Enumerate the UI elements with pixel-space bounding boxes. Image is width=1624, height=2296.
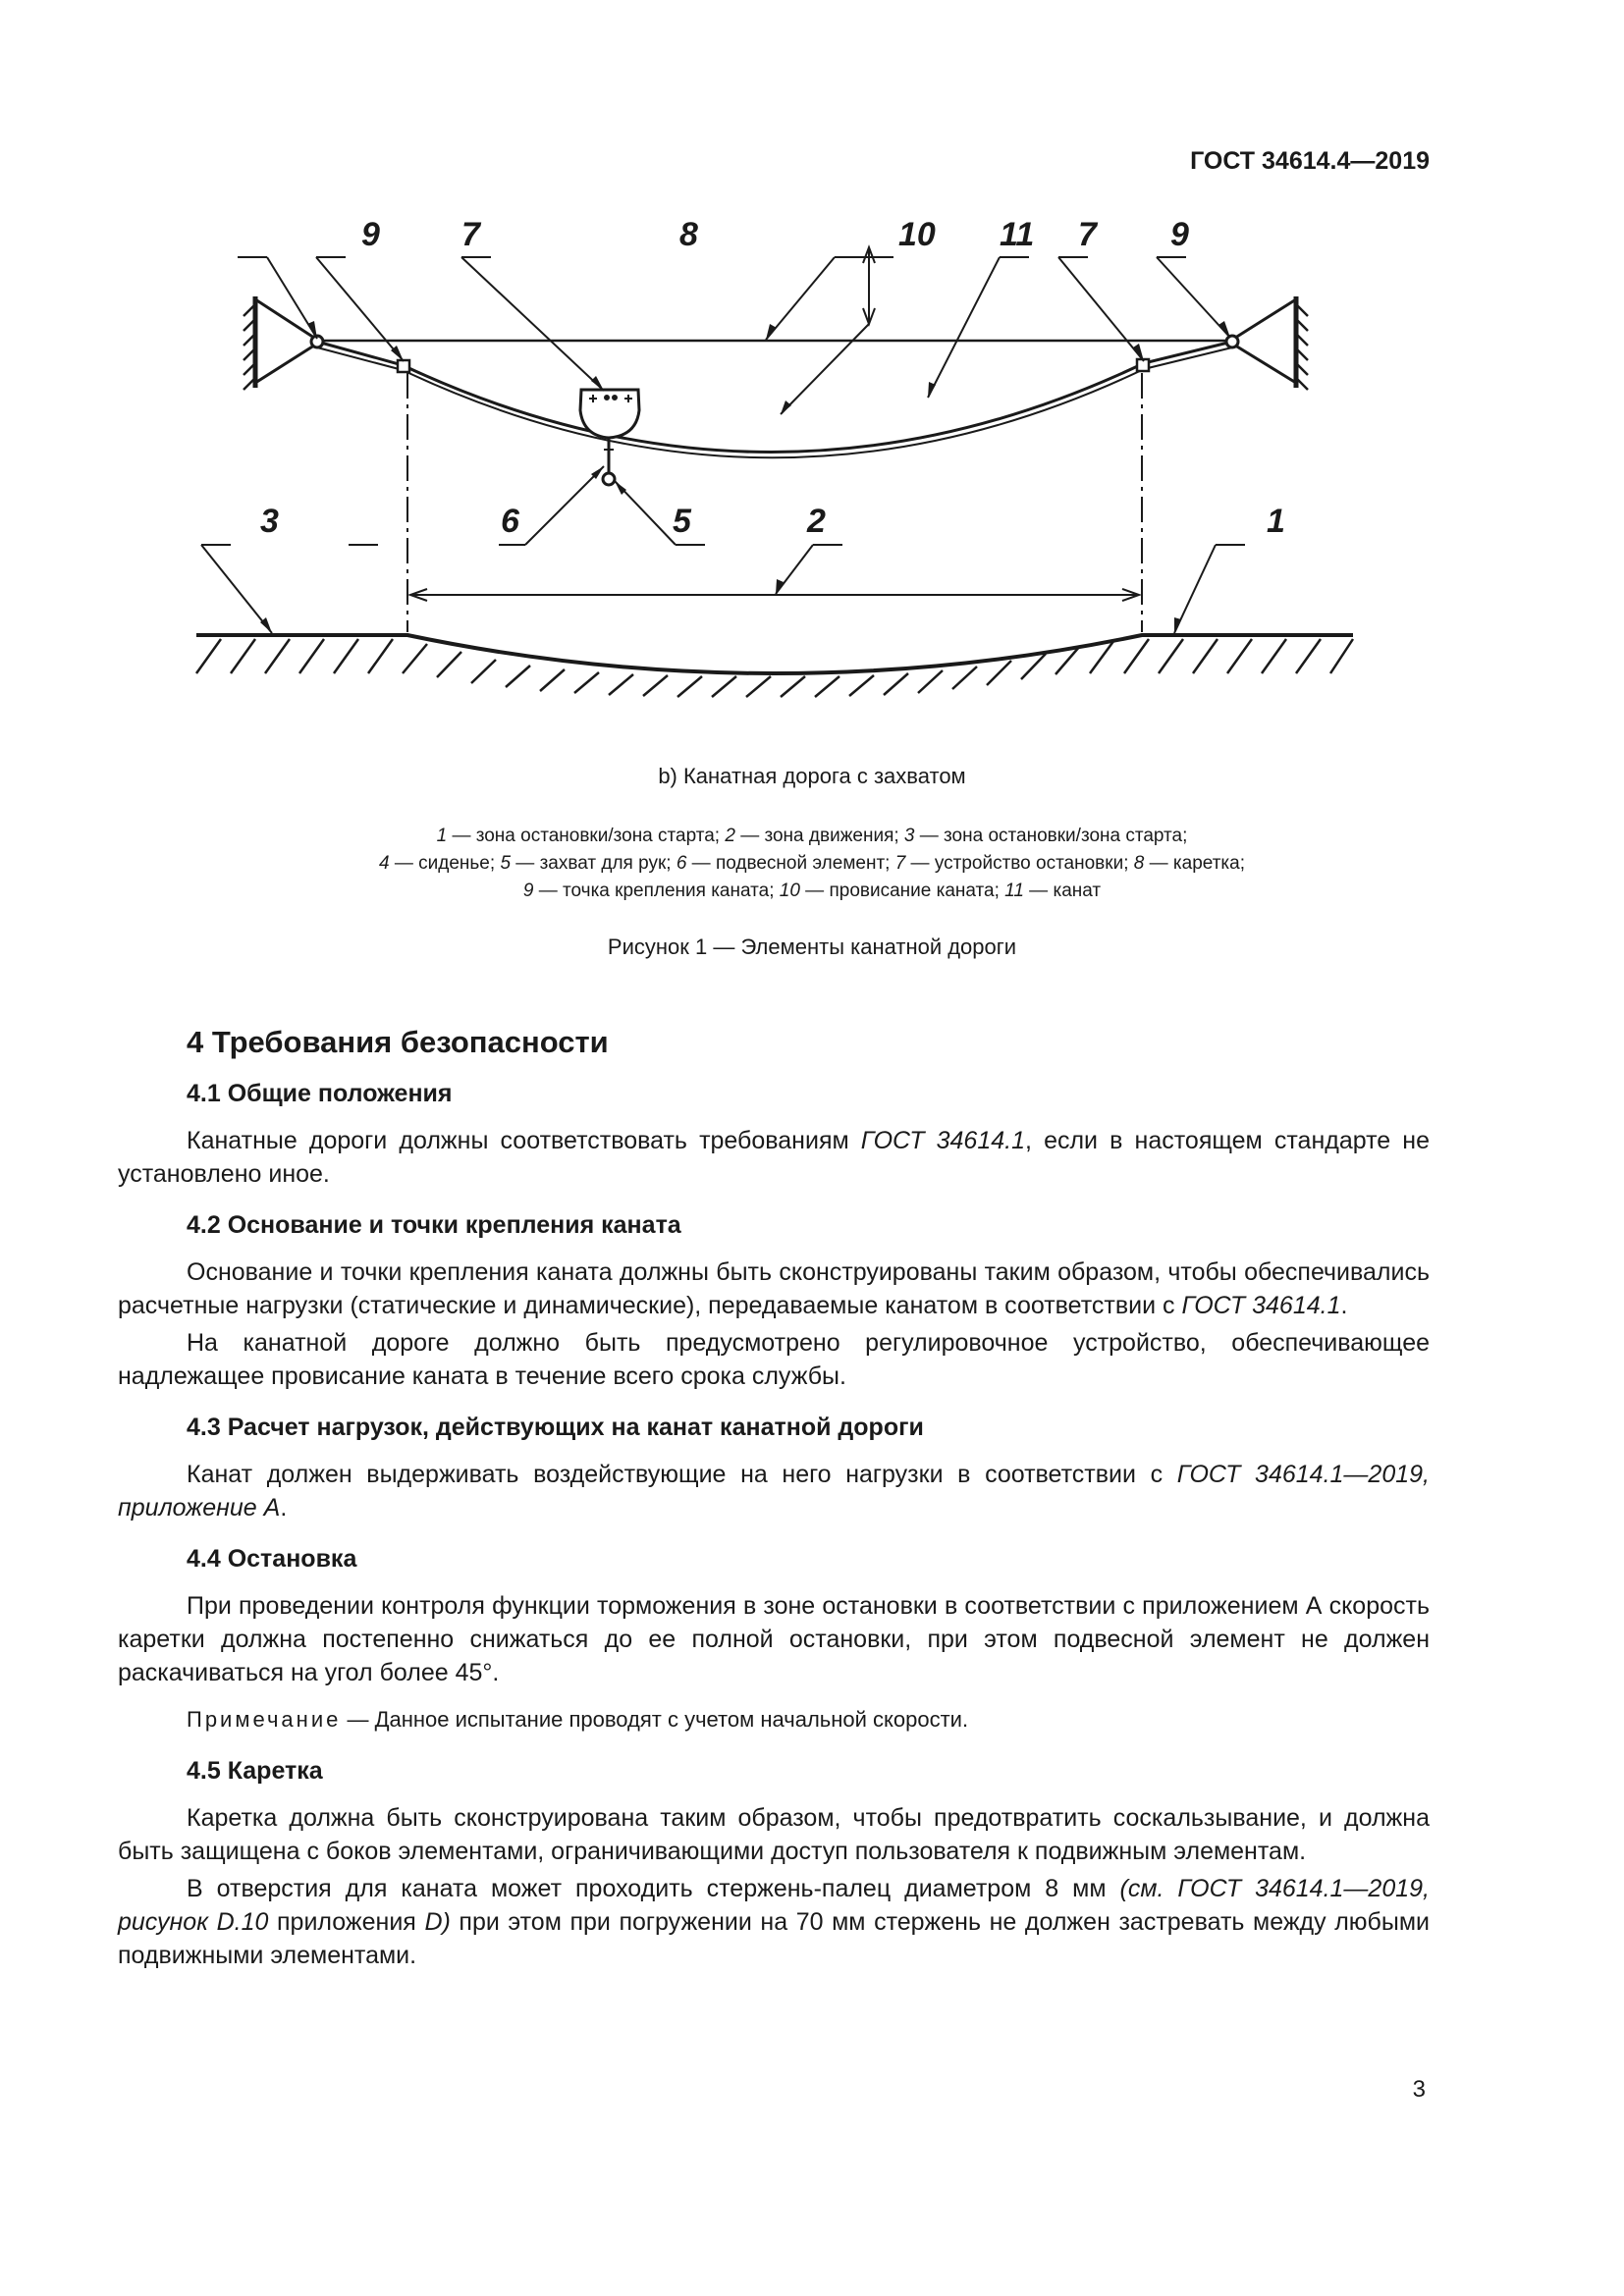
ground-line (196, 635, 1353, 673)
label-10: 10 (898, 216, 936, 253)
section-title: 4 Требования безопасности (187, 1025, 609, 1059)
subsection-4-1-title: 4.1 Общие положения (187, 1080, 453, 1107)
gost-reference: ГОСТ 34614.1 (1181, 1292, 1341, 1319)
figure-labels (260, 216, 1285, 540)
gost-reference: ГОСТ 34614.1 (860, 1127, 1025, 1154)
legend-line-2: 4 — сиденье; 5 — захват для рук; 6 — подвесной элемент; 7 — устройство остановки; 8 — каретка; (379, 853, 1245, 874)
page-number: 3 (1412, 2076, 1426, 2103)
left-stop-device (398, 360, 409, 372)
carriage-body (580, 390, 639, 438)
paragraph: Основание и точки крепления каната должны быть сконструированы таким образом, чтобы обеспечивались расчетные нагрузки (статические и динамические), передаваемые канатом в соответствии с ГОСТ 34614.1. (118, 1258, 1430, 1319)
cable-road-figure (177, 216, 1375, 707)
hand-grip (603, 473, 615, 485)
legend-line-1: 1 — зона остановки/зона старта; 2 — зона движения; 3 — зона остановки/зона старта; (436, 826, 1188, 846)
label-9-left: 9 (361, 216, 380, 253)
figure-caption: Рисунок 1 — Элементы канатной дороги (607, 934, 1017, 959)
paragraph: Каретка должна быть сконструирована таким образом, чтобы предотвратить соскальзывание, и должна быть защищена с боков элементами, ограничивающими доступ пользователя к подвижным элементам. (118, 1804, 1430, 1865)
leader-lines (201, 257, 1245, 633)
right-anchor-strut-top (1232, 299, 1296, 340)
label-9-right: 9 (1170, 216, 1189, 253)
label-6: 6 (501, 503, 519, 540)
rope-upper (317, 342, 1232, 453)
gost-reference: ГОСТ 34614.1—2019, приложение А (118, 1461, 1430, 1522)
label-2: 2 (807, 503, 826, 540)
subsection-4-4-title: 4.4 Остановка (187, 1545, 357, 1573)
paragraph: Канат должен выдерживать воздействующие на него нагрузки в соответствии с ГОСТ 34614.1—2019, приложение А. (118, 1461, 1430, 1522)
right-anchor-point (1226, 336, 1238, 347)
paragraph: В отверстия для каната может проходить стержень-палец диаметром 8 мм (см. ГОСТ 34614.1—2019, рисунок D.10 приложения D) при этом при погружении на 70 мм стержень не должен застревать между любыми подвижными элементами. (118, 1875, 1431, 1969)
label-1: 1 (1267, 503, 1285, 540)
note: Примечание — Данное испытание проводят с учетом начальной скорости. (187, 1707, 969, 1732)
figure-legend (0, 823, 1624, 905)
label-5: 5 (673, 503, 691, 540)
rope-lower (317, 347, 1232, 457)
paragraph: На канатной дороге должно быть предусмотрено регулировочное устройство, обеспечивающее надлежащее провисание каната в течение всего срока службы. (118, 1329, 1430, 1390)
left-anchor-strut-bottom (255, 344, 317, 383)
label-7-left: 7 (461, 216, 480, 253)
paragraph: При проведении контроля функции торможения в зоне остановки в соответствии с приложением А скорость каретки должна постепенно снижаться до ее полной остановки, при этом подвесной элемент не должен раскачиваться на угол более 45°. (118, 1592, 1430, 1686)
label-11: 11 (1000, 216, 1035, 253)
subsection-4-5-title: 4.5 Каретка (187, 1757, 323, 1785)
subsection-4-2-title: 4.2 Основание и точки крепления каната (187, 1211, 681, 1239)
left-anchor-strut-top (255, 299, 317, 340)
section-4 (118, 1026, 1430, 1976)
document-code: ГОСТ 34614.4—2019 (1190, 147, 1430, 175)
right-anchor-strut-bottom (1232, 344, 1296, 383)
paragraph: Канатные дороги должны соответствовать требованиям ГОСТ 34614.1, если в настоящем стандарте не установлено иное. (118, 1127, 1430, 1188)
label-8: 8 (679, 216, 698, 253)
subsection-4-3-title: 4.3 Расчет нагрузок, действующих на канат канатной дороги (187, 1414, 924, 1441)
ground-hatch (196, 639, 1353, 697)
gost-reference: (см. ГОСТ 34614.1—2019, рисунок D.10 (118, 1875, 1430, 1936)
figure-subtitle: b) Канатная дорога с захватом (658, 764, 966, 788)
legend-line-3: 9 — точка крепления каната; 10 — провисание каната; 11 — канат (522, 881, 1102, 901)
label-3: 3 (260, 503, 279, 540)
label-7-right: 7 (1078, 216, 1097, 253)
